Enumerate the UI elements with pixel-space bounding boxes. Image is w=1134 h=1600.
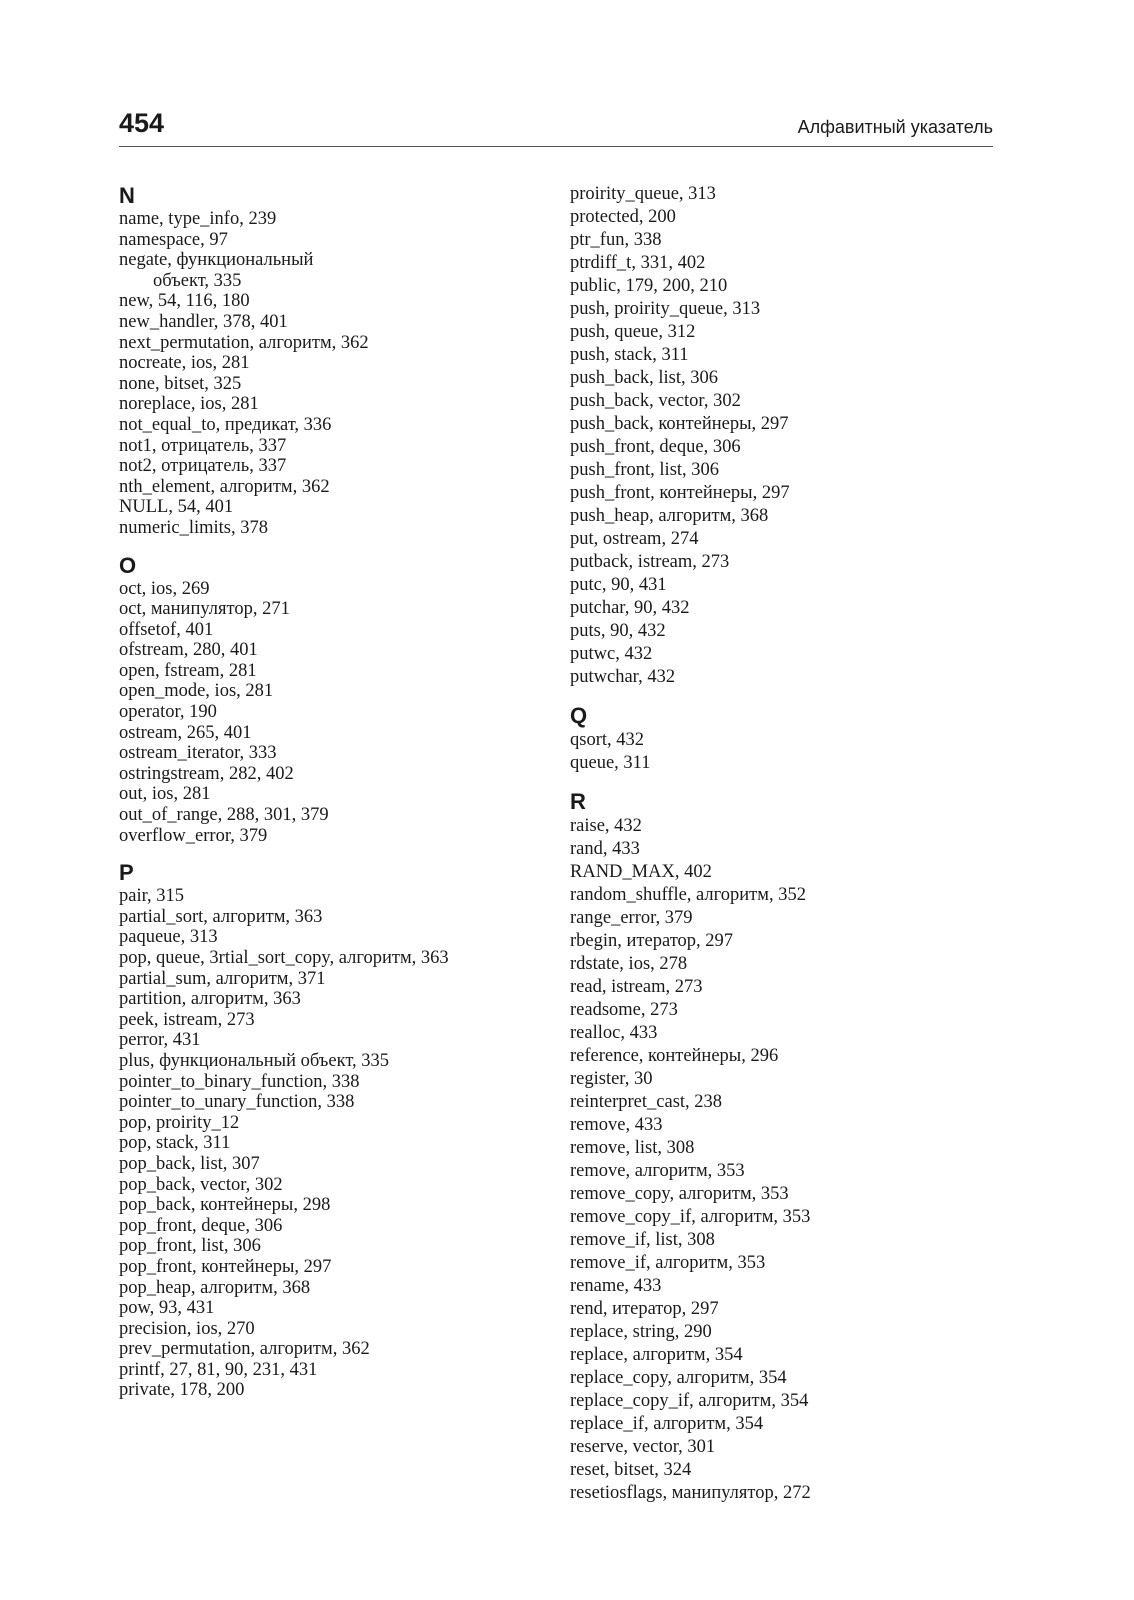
index-entry: plus, функциональный объект, 335 <box>119 1050 390 1071</box>
index-column-right <box>570 183 990 1505</box>
index-entry: read, istream, 273 <box>570 977 703 997</box>
index-entry: oct, ios, 269 <box>119 578 210 599</box>
index-entry: reinterpret_cast, 238 <box>570 1092 723 1112</box>
index-entry: remove, list, 308 <box>570 1138 695 1158</box>
index-entry: realloc, 433 <box>570 1023 658 1043</box>
index-entry: replace, алгоритм, 354 <box>570 1345 743 1365</box>
page-header <box>119 108 993 147</box>
index-entry: RAND_MAX, 402 <box>570 862 712 882</box>
index-entry: push_front, list, 306 <box>570 460 720 480</box>
index-entry: ostream_iterator, 333 <box>119 743 277 764</box>
index-section <box>119 553 539 847</box>
index-entry: offsetof, 401 <box>119 619 214 640</box>
index-entry: pow, 93, 431 <box>119 1298 215 1319</box>
index-entry: protected, 200 <box>570 207 676 227</box>
index-entry: push, stack, 311 <box>570 345 689 365</box>
index-entry: объект, 335 <box>153 270 242 291</box>
index-entry: random_shuffle, алгоритм, 352 <box>570 885 806 905</box>
index-entry: pair, 315 <box>119 886 185 907</box>
entry-list <box>119 886 539 1401</box>
entry-list <box>119 209 539 539</box>
entry-list <box>570 183 990 689</box>
index-entry: negate, функциональный <box>119 250 314 271</box>
index-entry: peek, istream, 273 <box>119 1009 255 1030</box>
index-entry: rend, итератор, 297 <box>570 1299 719 1319</box>
index-entry: push, proirity_queue, 313 <box>570 299 761 319</box>
index-entry: replace_if, алгоритм, 354 <box>570 1414 764 1434</box>
index-entry: remove_if, list, 308 <box>570 1230 715 1250</box>
index-section <box>119 183 539 539</box>
index-entry: push_front, контейнеры, 297 <box>570 483 790 503</box>
index-entry: ostringstream, 282, 402 <box>119 763 294 784</box>
index-entry: raise, 432 <box>570 816 642 836</box>
index-entry: public, 179, 200, 210 <box>570 276 728 296</box>
index-section <box>570 183 990 689</box>
index-entry: namespace, 97 <box>119 229 228 250</box>
section-letter: Q <box>570 703 588 728</box>
index-entry: pointer_to_unary_function, 338 <box>119 1092 355 1113</box>
index-entry: pop_front, deque, 306 <box>119 1215 283 1236</box>
index-entry: pop, queue, 3rtial_sort_copy, алгоритм, 363 <box>119 948 449 968</box>
index-entry: private, 178, 200 <box>119 1380 245 1401</box>
index-entry: ptr_fun, 338 <box>570 230 662 250</box>
running-title: Алфавитный указатель <box>797 117 993 137</box>
index-entry: none, bitset, 325 <box>119 373 242 394</box>
index-entry: out, ios, 281 <box>119 784 211 805</box>
index-entry: rename, 433 <box>570 1276 662 1296</box>
section-letter: N <box>119 183 135 208</box>
index-entry: remove_if, алгоритм, 353 <box>570 1253 766 1273</box>
index-entry: ptrdiff_t, 331, 402 <box>570 253 706 273</box>
index-entry: putchar, 90, 432 <box>570 598 690 618</box>
index-entry: range_error, 379 <box>570 908 693 928</box>
index-entry: overflow_error, 379 <box>119 825 268 846</box>
index-entry: push_heap, алгоритм, 368 <box>570 506 769 526</box>
index-entry: new, 54, 116, 180 <box>119 291 250 312</box>
index-entry: reference, контейнеры, 296 <box>570 1046 779 1066</box>
index-entry: noreplace, ios, 281 <box>119 394 259 415</box>
index-entry: reset, bitset, 324 <box>570 1460 692 1480</box>
index-entry: out_of_range, 288, 301, 379 <box>119 805 329 826</box>
index-entry: pop_heap, алгоритм, 368 <box>119 1277 311 1298</box>
index-entry: partition, алгоритм, 363 <box>119 989 301 1010</box>
index-entry: reserve, vector, 301 <box>570 1437 716 1457</box>
index-entry: pop, stack, 311 <box>119 1133 231 1154</box>
index-entry: pop_back, контейнеры, 298 <box>119 1195 331 1216</box>
index-entry: numeric_limits, 378 <box>119 517 269 538</box>
index-section <box>570 703 990 775</box>
index-entry: oct, манипулятор, 271 <box>119 599 290 620</box>
index-entry: new_handler, 378, 401 <box>119 311 288 332</box>
index-entry: prev_permutation, алгоритм, 362 <box>119 1339 370 1360</box>
index-entry: resetiosflags, манипулятор, 272 <box>570 1483 811 1503</box>
index-entry: not2, отрицатель, 337 <box>119 456 287 477</box>
index-section <box>570 789 990 1505</box>
index-entry: puts, 90, 432 <box>570 621 666 641</box>
entry-list <box>570 815 990 1505</box>
index-entry: pop, proirity_12 <box>119 1112 240 1133</box>
index-entry: pointer_to_binary_function, 338 <box>119 1071 360 1092</box>
index-entry: pop_back, list, 307 <box>119 1153 260 1174</box>
index-entry: putback, istream, 273 <box>570 552 730 572</box>
index-column-left <box>119 183 539 1401</box>
index-entry: not_equal_to, предикат, 336 <box>119 414 332 435</box>
index-entry: push_back, контейнеры, 297 <box>570 414 789 434</box>
index-entry: next_permutation, алгоритм, 362 <box>119 332 369 353</box>
index-entry: rbegin, итератор, 297 <box>570 931 734 951</box>
index-entry: putwc, 432 <box>570 644 653 664</box>
index-entry: printf, 27, 81, 90, 231, 431 <box>119 1359 318 1380</box>
index-entry: ostream, 265, 401 <box>119 722 252 743</box>
index-entry: open, fstream, 281 <box>119 660 257 681</box>
section-letter: P <box>119 860 134 886</box>
index-entry: remove_copy_if, алгоритм, 353 <box>570 1207 811 1227</box>
index-entry: remove, 433 <box>570 1115 663 1135</box>
index-entry: qsort, 432 <box>570 730 644 750</box>
index-entry: proirity_queue, 313 <box>570 184 716 204</box>
index-entry: register, 30 <box>570 1069 653 1089</box>
index-entry: operator, 190 <box>119 702 217 723</box>
entry-list <box>570 729 990 775</box>
entry-list <box>119 579 539 847</box>
index-entry: name, type_info, 239 <box>119 209 277 229</box>
index-entry: open_mode, ios, 281 <box>119 681 274 702</box>
section-letter: R <box>570 789 586 814</box>
index-entry: ofstream, 280, 401 <box>119 640 258 661</box>
index-entry: partial_sort, алгоритм, 363 <box>119 906 323 927</box>
index-entry: NULL, 54, 401 <box>119 497 234 518</box>
index-entry: not1, отрицатель, 337 <box>119 435 287 456</box>
index-entry: pop_front, контейнеры, 297 <box>119 1256 332 1277</box>
index-entry: putc, 90, 431 <box>570 575 667 595</box>
index-section <box>119 860 539 1401</box>
index-entry: replace_copy_if, алгоритм, 354 <box>570 1391 809 1411</box>
index-entry: putwchar, 432 <box>570 667 676 687</box>
index-entry: pop_front, list, 306 <box>119 1236 261 1257</box>
index-entry: replace_copy, алгоритм, 354 <box>570 1368 787 1388</box>
index-entry: nth_element, алгоритм, 362 <box>119 476 330 497</box>
index-entry: queue, 311 <box>570 753 651 773</box>
page-number: 454 <box>119 108 165 138</box>
index-entry: push_back, vector, 302 <box>570 391 741 411</box>
index-entry: put, ostream, 274 <box>570 529 699 549</box>
index-entry: push, queue, 312 <box>570 322 696 342</box>
index-entry: nocreate, ios, 281 <box>119 353 250 374</box>
index-entry: partial_sum, алгоритм, 371 <box>119 968 326 989</box>
index-entry: remove_copy, алгоритм, 353 <box>570 1184 789 1204</box>
index-entry: remove, алгоритм, 353 <box>570 1161 745 1181</box>
index-entry: paqueue, 313 <box>119 927 218 948</box>
index-entry: push_front, deque, 306 <box>570 437 741 457</box>
section-letter: O <box>119 552 137 578</box>
index-entry: push_back, list, 306 <box>570 368 718 388</box>
index-entry: rdstate, ios, 278 <box>570 954 688 974</box>
index-entry: readsome, 273 <box>570 1000 678 1020</box>
index-entry: perror, 431 <box>119 1030 201 1051</box>
index-entry: pop_back, vector, 302 <box>119 1174 283 1195</box>
index-entry: replace, string, 290 <box>570 1322 712 1342</box>
index-entry: rand, 433 <box>570 839 640 859</box>
index-entry: precision, ios, 270 <box>119 1318 255 1339</box>
